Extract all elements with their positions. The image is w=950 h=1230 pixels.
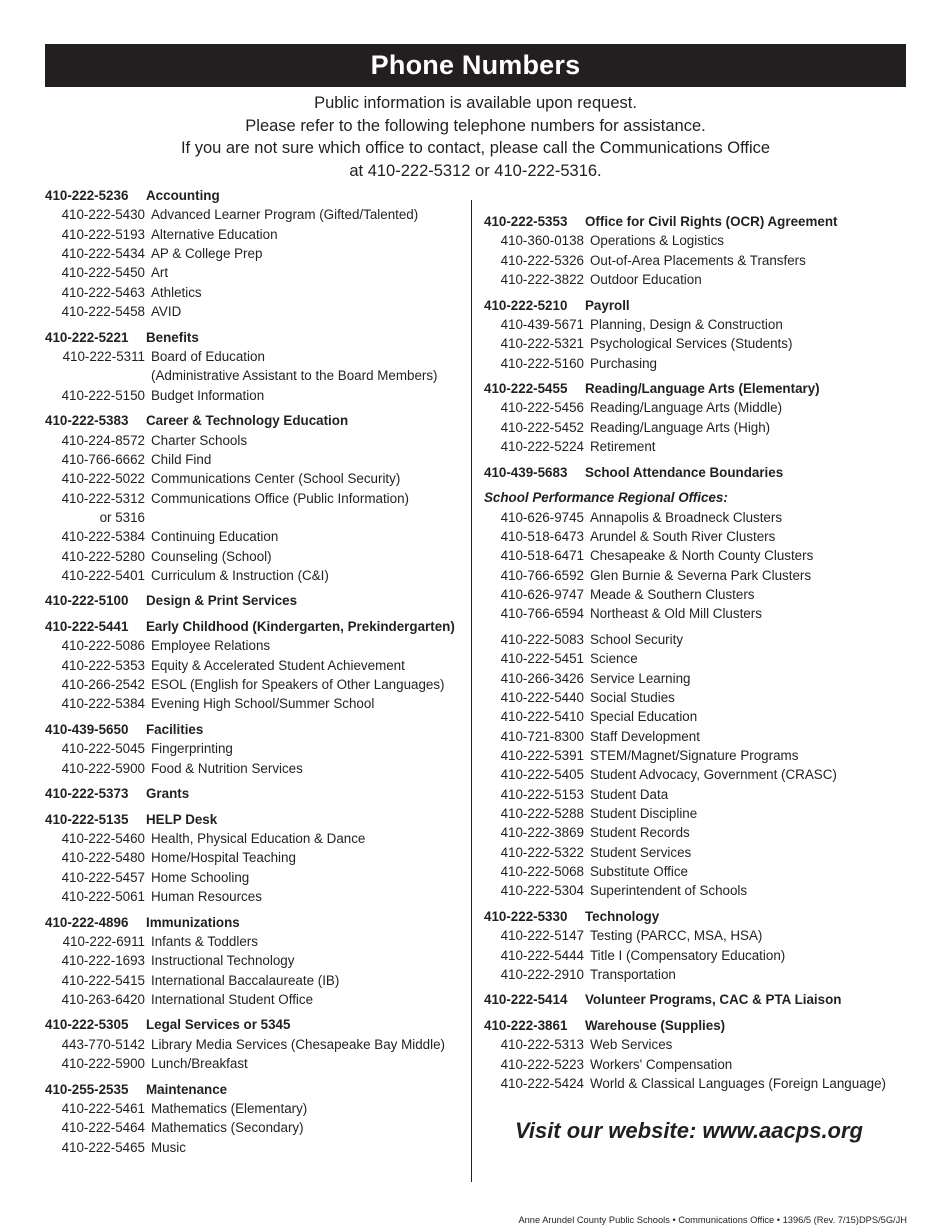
department-name: Service Learning: [590, 670, 691, 686]
directory-group: [484, 907, 924, 984]
department-name: (Administrative Assistant to the Board Members): [151, 368, 438, 384]
department-name: Reading/Language Arts (Middle): [590, 400, 783, 416]
department-name: Substitute Office: [590, 863, 689, 879]
phone-number: 410-222-5022: [61, 471, 145, 487]
department-name: Special Education: [590, 709, 698, 725]
phone-number: 410-222-5304: [500, 883, 584, 899]
department-name: Home Schooling: [151, 869, 250, 885]
department-name: Student Data: [590, 786, 669, 802]
phone-number: 410-222-5458: [61, 304, 145, 320]
directory-entry: [484, 785, 924, 804]
phone-number: 410-222-5086: [61, 638, 145, 654]
phone-number: 410-222-5900: [61, 760, 145, 776]
intro-line: If you are not sure which office to contact, please call the Communications Office: [180, 139, 771, 158]
directory-entry: [484, 398, 924, 417]
directory-entry: [484, 630, 924, 649]
department-name: Office for Civil Rights (OCR) Agreement: [585, 214, 838, 229]
phone-number: 410-439-5671: [500, 316, 584, 332]
phone-number: [45, 366, 145, 385]
phone-number: 410-222-3861: [484, 1017, 568, 1033]
directory-group: [45, 617, 470, 714]
department-name: Arundel & South River Clusters: [590, 528, 776, 544]
directory-entry: [484, 1055, 924, 1074]
phone-number: 410-222-5424: [500, 1075, 584, 1091]
directory-entry: [45, 566, 470, 585]
department-name: Grants: [146, 786, 190, 802]
phone-number: 410-222-5457: [61, 869, 145, 885]
phone-number: 410-222-5280: [61, 548, 145, 564]
directory-entry: [45, 887, 470, 906]
phone-number: 410-222-5415: [61, 972, 145, 988]
phone-number: 410-222-5444: [500, 947, 584, 963]
phone-number: 410-222-5900: [61, 1056, 145, 1072]
directory-entry: [484, 212, 924, 231]
phone-number: 410-222-5224: [500, 439, 584, 455]
department-name: Health, Physical Education & Dance: [151, 830, 366, 846]
directory-group: [484, 630, 924, 901]
department-name: Music: [151, 1139, 186, 1155]
phone-number: 410-266-2542: [61, 677, 145, 692]
department-name: Superintendent of Schools: [590, 883, 748, 899]
directory-entry: [45, 508, 470, 527]
directory-group: [45, 186, 470, 321]
directory-entry: [45, 244, 470, 263]
phone-number: 410-222-5160: [500, 355, 584, 371]
department-name: Outdoor Education: [590, 272, 702, 288]
directory-entry: [484, 437, 924, 456]
directory-right-column: [484, 212, 924, 1099]
directory-entry: [45, 675, 470, 694]
department-name: Science: [590, 651, 638, 667]
directory-entry: [45, 283, 470, 302]
directory-entry: [484, 965, 924, 984]
directory-entry: [45, 829, 470, 848]
intro-text: [45, 92, 906, 182]
directory-entry: [45, 990, 470, 1009]
phone-number: 410-222-5441: [45, 618, 129, 634]
directory-entry: [484, 354, 924, 373]
phone-number: 410-222-5463: [61, 284, 145, 300]
directory-entry: [484, 1074, 924, 1093]
directory-entry: [45, 1118, 470, 1137]
phone-number: 410-222-5353: [61, 657, 145, 673]
phone-number: 410-721-8300: [500, 728, 584, 744]
phone-number: 410-360-0138: [500, 233, 584, 249]
directory-entry: [484, 946, 924, 965]
phone-number: 410-222-5373: [45, 786, 129, 802]
department-name: Legal Services or 5345: [146, 1017, 291, 1033]
directory-left-column: [45, 186, 470, 1163]
department-name: World & Classical Languages (Foreign Language): [590, 1075, 887, 1091]
department-name: Student Services: [590, 844, 692, 860]
department-name: Library Media Services (Chesapeake Bay Middle): [151, 1036, 445, 1052]
department-name: Purchasing: [590, 355, 657, 371]
phone-number: 410-222-5326: [500, 252, 584, 268]
phone-number: 410-222-5353: [484, 214, 568, 229]
directory-entry: [484, 990, 924, 1009]
department-name: Technology: [585, 908, 660, 924]
department-name: Payroll: [585, 297, 630, 313]
department-name: Student Discipline: [590, 805, 698, 821]
phone-number: 410-626-9745: [500, 509, 584, 525]
phone-number: 410-222-6911: [62, 933, 145, 949]
directory-entry: [45, 1080, 470, 1099]
directory-entry: [45, 431, 470, 450]
page-title: Phone Numbers: [45, 44, 906, 87]
directory-entry: [45, 868, 470, 887]
department-name: Budget Information: [151, 387, 265, 403]
directory-entry: [45, 411, 470, 430]
phone-number: 410-222-5461: [61, 1101, 145, 1116]
phone-number: 410-222-5288: [500, 805, 584, 821]
phone-number: 410-222-5405: [500, 767, 584, 783]
department-name: Instructional Technology: [151, 953, 295, 969]
phone-number: 410-518-6471: [500, 548, 584, 564]
directory-group: [45, 411, 470, 585]
phone-number: 410-222-5223: [500, 1056, 584, 1072]
directory-entry: [484, 508, 924, 527]
phone-number: 410-222-5414: [484, 992, 568, 1008]
directory-entry: [484, 251, 924, 270]
directory-entry: [45, 1035, 470, 1054]
directory-entry: [45, 347, 470, 366]
intro-line: Public information is available upon request.: [314, 94, 637, 112]
department-name: Mathematics (Elementary): [151, 1101, 308, 1116]
phone-number: 410-518-6473: [500, 528, 584, 544]
directory-group: [45, 810, 470, 907]
phone-number: 410-222-5147: [500, 928, 584, 944]
directory-group: [45, 720, 470, 778]
department-name: AP & College Prep: [151, 246, 263, 262]
phone-number: 410-222-5450: [61, 265, 145, 281]
directory-entry: [45, 1054, 470, 1073]
department-name: Student Advocacy, Government (CRASC): [590, 767, 837, 783]
directory-entry: [45, 1015, 470, 1034]
phone-number: or 5316: [99, 509, 145, 525]
directory-entry: [484, 1035, 924, 1054]
directory-entry: [484, 669, 924, 688]
department-name: International Baccalaureate (IB): [151, 972, 340, 988]
department-name: Title I (Compensatory Education): [590, 947, 786, 963]
directory-entry: [45, 527, 470, 546]
department-name: Fingerprinting: [151, 741, 233, 757]
directory-entry: [45, 656, 470, 675]
phone-number: 410-222-5313: [500, 1037, 584, 1053]
department-name: Advanced Learner Program (Gifted/Talented): [151, 207, 419, 223]
phone-number: 410-266-3426: [500, 670, 584, 686]
directory-entry: [45, 932, 470, 951]
directory-entry: [484, 527, 924, 546]
phone-number: 410-222-5452: [500, 419, 584, 435]
department-name: Communications Center (School Security): [151, 471, 401, 487]
department-name: Career & Technology Education: [146, 413, 349, 429]
phone-number: 410-222-5045: [61, 741, 145, 757]
phone-number: 410-222-5465: [61, 1139, 145, 1155]
phone-number: 410-222-5061: [61, 889, 145, 904]
department-name: Lunch/Breakfast: [151, 1056, 248, 1072]
department-name: Board of Education: [151, 348, 265, 364]
directory-entry: [45, 186, 470, 205]
phone-number: 410-222-5451: [500, 651, 584, 667]
directory-group: [45, 913, 470, 1010]
phone-number: 410-255-2535: [45, 1081, 129, 1097]
phone-number: 410-222-1693: [61, 953, 145, 969]
department-name: Psychological Services (Students): [590, 336, 793, 352]
directory-entry: [45, 1138, 470, 1157]
phone-number: 410-222-5312: [61, 490, 145, 506]
department-name: AVID: [151, 304, 182, 320]
phone-number: 410-222-3869: [500, 825, 584, 841]
phone-number: 410-222-5321: [500, 336, 584, 352]
phone-number: 410-222-5440: [500, 689, 584, 705]
department-name: Reading/Language Arts (Elementary): [585, 381, 820, 397]
directory-entry: [45, 302, 470, 321]
phone-number: 410-222-5391: [500, 747, 584, 763]
phone-number: 410-222-5464: [61, 1120, 145, 1136]
department-name: Chesapeake & North County Clusters: [590, 548, 814, 564]
intro-line: Please refer to the following telephone numbers for assistance.: [245, 116, 706, 135]
department-name: Staff Development: [590, 728, 700, 744]
phone-number: 410-222-5434: [61, 246, 145, 262]
department-name: Home/Hospital Teaching: [151, 850, 296, 866]
department-name: Warehouse (Supplies): [585, 1017, 726, 1033]
department-name: Mathematics (Secondary): [151, 1120, 304, 1136]
phone-number: 410-222-5456: [500, 400, 584, 416]
department-name: Maintenance: [146, 1081, 228, 1097]
department-name: [145, 508, 151, 527]
department-name: Transportation: [590, 966, 676, 982]
directory-group: [484, 1016, 924, 1093]
department-name: Volunteer Programs, CAC & PTA Liaison: [585, 992, 842, 1008]
phone-number: 410-222-5083: [500, 631, 584, 647]
department-name: ESOL (English for Speakers of Other Languages): [151, 677, 445, 692]
column-divider: [471, 200, 472, 1182]
department-name: Retirement: [590, 439, 656, 455]
phone-number: 410-439-5650: [45, 721, 129, 737]
department-name: International Student Office: [151, 991, 314, 1007]
department-name: Charter Schools: [151, 432, 248, 448]
phone-number: 410-222-5153: [500, 786, 584, 802]
department-name: Infants & Toddlers: [151, 933, 258, 949]
section-header: School Performance Regional Offices:: [484, 490, 728, 506]
directory-entry: [45, 328, 470, 347]
phone-number: 410-222-5330: [484, 908, 568, 924]
footer-credit: Anne Arundel County Public Schools • Communications Office • 1396/5 (Rev. 7/15)DPS/5G/JH: [518, 1215, 907, 1225]
department-name: Student Records: [590, 825, 690, 841]
phone-number: 410-222-5068: [500, 863, 584, 879]
phone-number: 410-222-5383: [45, 413, 129, 429]
department-name: Planning, Design & Construction: [590, 316, 783, 332]
department-name: Web Services: [590, 1037, 673, 1053]
phone-number: 443-770-5142: [61, 1036, 145, 1052]
phone-number: 410-222-5236: [45, 188, 129, 203]
directory-entry: [484, 463, 924, 482]
department-name: Annapolis & Broadneck Clusters: [590, 509, 783, 525]
directory-entry: [484, 765, 924, 784]
phone-number: 410-222-4896: [45, 914, 129, 930]
department-name: Art: [151, 265, 169, 281]
directory-group: [484, 212, 924, 289]
directory-entry: [45, 547, 470, 566]
directory-entry: [45, 617, 470, 636]
directory-entry: [484, 907, 924, 926]
directory-entry: [45, 636, 470, 655]
directory-entry: [484, 823, 924, 842]
department-name: STEM/Magnet/Signature Programs: [590, 747, 799, 763]
phone-number: 410-222-5221: [45, 329, 129, 345]
department-name: Design & Print Services: [146, 593, 298, 609]
directory-entry: [484, 270, 924, 289]
phone-number: 410-626-9747: [500, 586, 584, 602]
directory-entry: [484, 926, 924, 945]
phone-number: 410-222-5100: [45, 593, 129, 609]
directory-entry: [484, 804, 924, 823]
department-name: Northeast & Old Mill Clusters: [590, 606, 762, 622]
directory-entry: [484, 649, 924, 668]
phone-number: 410-766-6662: [61, 451, 145, 467]
department-name: Communications Office (Public Information): [151, 490, 409, 506]
department-name: Athletics: [151, 284, 202, 300]
directory-entry: [484, 231, 924, 250]
phone-number: 410-222-5384: [61, 696, 145, 712]
directory-entry: [484, 296, 924, 315]
directory-entry: [45, 386, 470, 405]
department-name: HELP Desk: [146, 811, 218, 827]
department-name: Accounting: [146, 188, 220, 203]
directory-entry: [45, 784, 470, 803]
directory-entry: [484, 379, 924, 398]
department-name: Food & Nutrition Services: [151, 760, 303, 776]
directory-entry: [45, 694, 470, 713]
directory-entry: [45, 366, 470, 385]
department-name: Out-of-Area Placements & Transfers: [590, 252, 806, 268]
department-name: Evening High School/Summer School: [151, 696, 375, 712]
phone-number: 410-222-5210: [484, 297, 568, 313]
phone-number: 410-766-6592: [500, 567, 584, 583]
phone-number: 410-222-5311: [62, 348, 145, 364]
directory-entry: [484, 688, 924, 707]
directory-entry: [45, 263, 470, 282]
directory-entry: [45, 469, 470, 488]
directory-entry: [45, 720, 470, 739]
phone-number: 410-222-5193: [61, 226, 145, 242]
directory-entry: [45, 759, 470, 778]
phone-number: 410-222-5480: [61, 850, 145, 866]
phone-number: 410-222-5455: [484, 381, 568, 397]
phone-number: 410-222-5410: [500, 709, 584, 725]
department-name: School Attendance Boundaries: [585, 464, 784, 480]
department-name: Counseling (School): [151, 548, 272, 564]
phone-number: 410-222-5322: [500, 844, 584, 860]
department-name: Employee Relations: [151, 638, 271, 654]
department-name: Operations & Logistics: [590, 233, 724, 249]
phone-number: 410-222-5384: [61, 529, 145, 545]
department-name: Workers' Compensation: [590, 1056, 733, 1072]
department-name: Early Childhood (Kindergarten, Prekindergarten): [146, 618, 455, 634]
department-name: Continuing Education: [151, 529, 279, 545]
phone-number: 410-222-2910: [500, 966, 584, 982]
directory-entry: [484, 1016, 924, 1035]
department-name: Meade & Southern Clusters: [590, 586, 755, 602]
department-name: Alternative Education: [151, 226, 278, 242]
directory-entry: [484, 746, 924, 765]
department-name: Testing (PARCC, MSA, HSA): [590, 928, 763, 944]
intro-line: at 410-222-5312 or 410-222-5316.: [349, 161, 602, 180]
department-name: Equity & Accelerated Student Achievement: [151, 657, 405, 673]
phone-number: 410-439-5683: [484, 464, 568, 480]
directory-group: [484, 379, 924, 456]
directory-entry: [45, 225, 470, 244]
directory-entry: [484, 585, 924, 604]
department-name: Reading/Language Arts (High): [590, 419, 771, 435]
directory-group: [484, 463, 924, 482]
department-name: School Security: [590, 631, 684, 647]
directory-entry: [45, 848, 470, 867]
directory-entry: [484, 862, 924, 881]
directory-group: [45, 591, 470, 610]
directory-entry: [45, 739, 470, 758]
directory-entry: [484, 727, 924, 746]
directory-entry: [45, 913, 470, 932]
department-name: Curriculum & Instruction (C&I): [151, 567, 329, 583]
phone-number: 410-222-5135: [45, 811, 129, 827]
directory-group: [484, 990, 924, 1009]
directory-group: [45, 1080, 470, 1157]
phone-number: 410-222-5150: [61, 387, 145, 403]
directory-entry: [45, 1099, 470, 1118]
directory-entry: [45, 489, 470, 508]
directory-entry: [45, 450, 470, 469]
directory-entry: [484, 546, 924, 565]
department-name: Human Resources: [151, 889, 262, 904]
directory-entry: [484, 843, 924, 862]
department-name: Benefits: [146, 329, 199, 345]
directory-entry: [484, 566, 924, 585]
directory-entry: [45, 205, 470, 224]
directory-group: [45, 328, 470, 405]
website-link[interactable]: Visit our website: www.aacps.org: [514, 1118, 863, 1143]
directory-group: [484, 488, 924, 623]
department-name: Facilities: [146, 721, 204, 737]
phone-number: 410-224-8572: [61, 432, 145, 448]
directory-entry: [484, 881, 924, 900]
phone-number: 410-222-5460: [61, 830, 145, 846]
directory-group: [45, 784, 470, 803]
directory-group: [45, 1015, 470, 1073]
directory-entry: [45, 810, 470, 829]
department-name: Immunizations: [146, 914, 240, 930]
phone-number: 410-263-6420: [61, 991, 145, 1007]
phone-number: 410-222-5430: [61, 207, 145, 223]
directory-entry: [45, 951, 470, 970]
directory-group: [484, 296, 924, 373]
phone-number: 410-222-5401: [61, 567, 145, 583]
directory-entry: [45, 971, 470, 990]
directory-entry: [484, 315, 924, 334]
phone-number: 410-222-5305: [45, 1017, 129, 1033]
directory-entry: [484, 604, 924, 623]
phone-number: 410-222-3822: [500, 272, 584, 288]
directory-entry: [484, 334, 924, 353]
directory-entry: [45, 591, 470, 610]
department-name: Child Find: [151, 451, 212, 467]
directory-entry: [484, 707, 924, 726]
department-name: Social Studies: [590, 689, 675, 705]
directory-entry: [484, 418, 924, 437]
department-name: Glen Burnie & Severna Park Clusters: [590, 567, 812, 583]
phone-number: 410-766-6594: [500, 606, 584, 622]
